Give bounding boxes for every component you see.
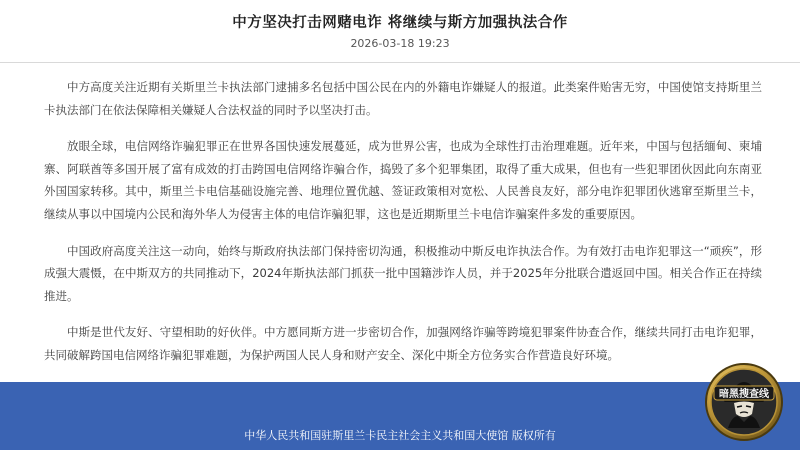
article-date: 2026-03-18 19:23 bbox=[350, 37, 450, 50]
article-paragraph-2: 放眼全球，电信网络诈骗犯罪正在世界各国快速发展蔓延，成为世界公害，也成为全球性打击治理难题。近年来，中国与包括缅甸、柬埔寨、阿联酋等多国开展了富有成效的打击跨国电信网络诈骗合作，捣毁了多个犯罪集团，取得了重大成果，但也有一些犯罪团伙因此向东南亚外国国家转移。其中，斯里兰卡电信基础设施完善、地理位置优越、签证政策相对宽松、人民善良友好，部分电诈犯罪团伙逃窜至斯里兰卡，继续从事以中国境内公民和海外华人为侵害主体的电信诈骗犯罪，这也是近期斯里兰卡电信诈骗案件多发的重要原因。 bbox=[44, 139, 762, 221]
detective-icon bbox=[704, 362, 784, 442]
article-header bbox=[0, 0, 800, 62]
article-paragraph-3: 中国政府高度关注这一动向，始终与斯政府执法部门保持密切沟通，积极推动中斯反电诈执法合作。为有效打击电诈犯罪这一“顽疾”，形成强大震慑，在中斯双方的共同推动下，2024年斯执法部门抓获一批中国籍涉诈人员，并于2025年分批联合遣返回中国。相关合作正在持续推进。 bbox=[44, 243, 762, 303]
article-title: 中方坚决打击网赌电诈 将继续与斯方加强执法合作 bbox=[232, 15, 568, 31]
badge-text: 暗黑搜查线 bbox=[719, 389, 769, 400]
header-divider bbox=[0, 62, 800, 63]
watermark-badge bbox=[704, 362, 784, 442]
article-paragraph-1: 中方高度关注近期有关斯里兰卡执法部门逮捕多名包括中国公民在内的外籍电诈嫌疑人的报道。此类案件贻害无穷，中国使馆支持斯里兰卡执法部门在依法保障相关嫌疑人合法权益的同时予以坚决打击。 bbox=[44, 80, 762, 117]
page-footer bbox=[0, 382, 800, 450]
article-paragraph-4: 中斯是世代友好、守望相助的好伙伴。中方愿同斯方进一步密切合作，加强网络诈骗等跨境犯罪案件协查合作，继续共同打击电诈犯罪，共同破解跨国电信网络诈骗犯罪难题，为保护两国人民人身和财产安全、深化中斯全方位务实合作营造良好环境。 bbox=[44, 325, 762, 362]
footer-copyright: 中华人民共和国驻斯里兰卡民主社会主义共和国大使馆 版权所有 bbox=[244, 429, 556, 442]
article-body bbox=[44, 76, 762, 381]
